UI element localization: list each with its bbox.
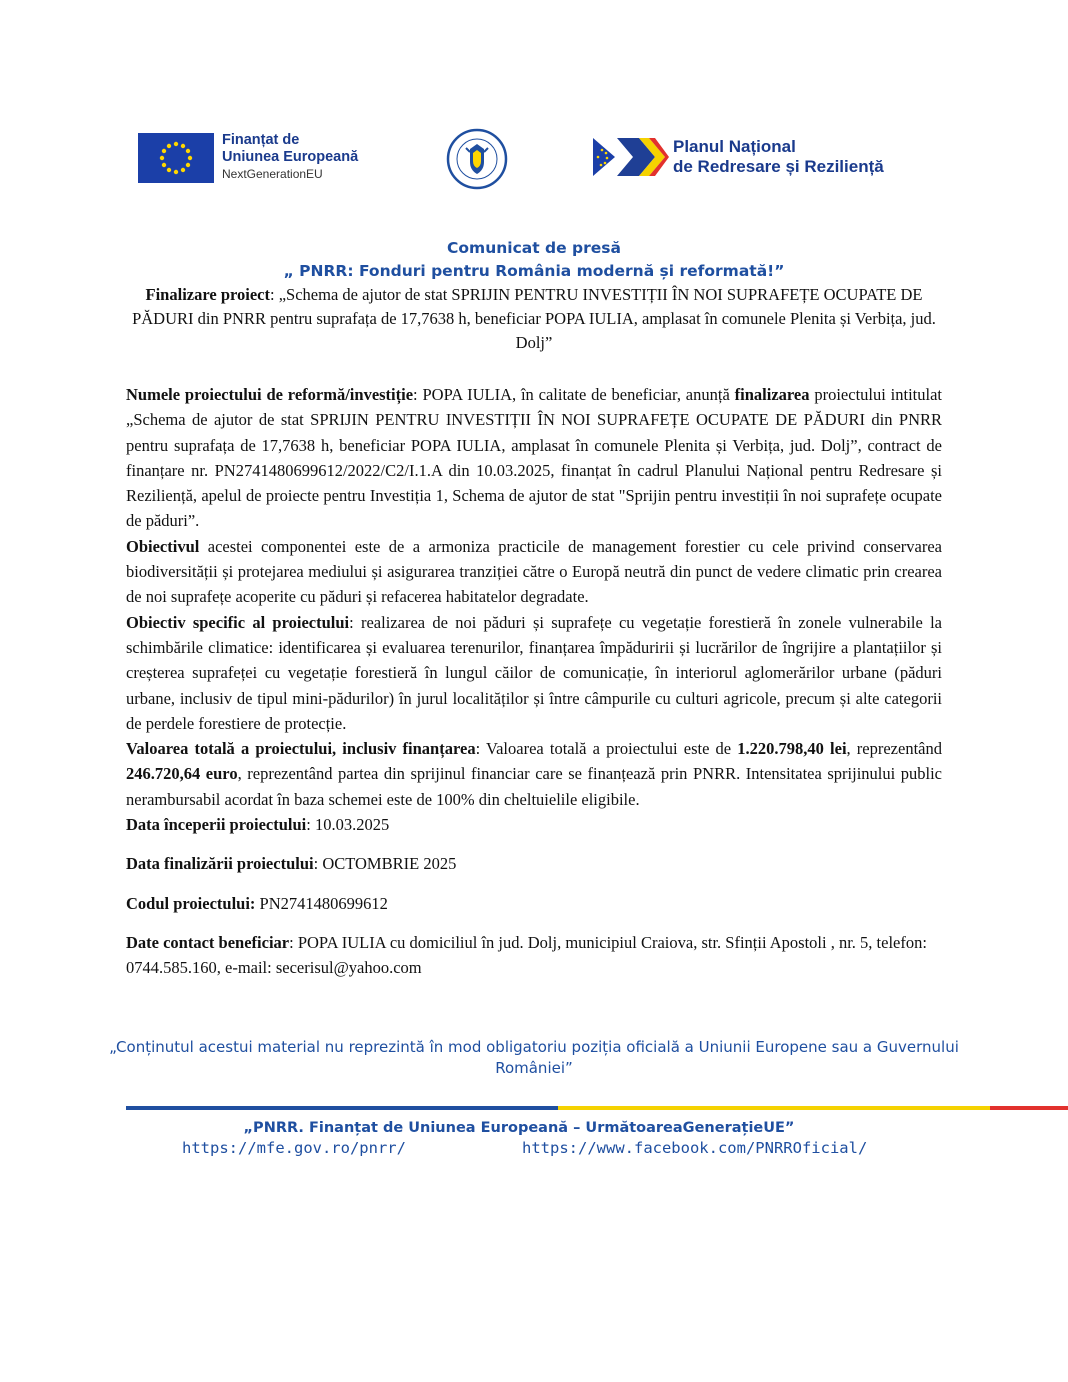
end-date-value: : OCTOMBRIE 2025 (313, 854, 457, 874)
footer-tricolor-line (126, 1106, 1068, 1110)
project-name-paragraph (126, 382, 942, 534)
p1-text-b: proiectului intitulat „Schema de ajutor de stat SPRIJIN PENTRU INVESTIȚII ÎN NOI SUPRAFEȚE OCUPATE DE PĂDURI din PNRR pentru suprafața de 17,7638 h, beneficiar POPA IULIA, amplasat în comunele Plenita și Verbița, jud. Dolj”, contract de finanțare nr. PN2741480699612/2022/C2/I.1.A din 10.03.2025, finanțat în cadrul Planului Național pentru Redresare și Reziliență, apelul de proiecte pentru Investiția 1, Schema de ajutor de stat "Sprijin pentru investiții în noi suprafețe ocupate de păduri”. (126, 385, 943, 531)
document-type-label: Comunicat de presă (447, 239, 621, 257)
start-date-line (126, 812, 942, 837)
footer (126, 1118, 942, 1160)
p2-text: acestei componentei este de a armoniza practicile de management forestier cu cele privind conservarea biodiversității și protejarea mediului și asigurarea tranziției către o Europă neutră din punct de vedere climatic prin crearea de noi suprafețe acoperite cu păduri și refacerea habitatelor degradate. (126, 536, 942, 607)
end-date-label: Data finalizării proiectului (126, 854, 314, 874)
p1-label: Numele proiectului de reformă/investiție (126, 385, 414, 404)
project-code-value: PN2741480699612 (255, 893, 388, 913)
p4-text-b: , reprezentând (846, 739, 942, 759)
project-code-label: Codul proiectului: (126, 893, 256, 913)
lead-text: : „Schema de ajutor de stat SPRIJIN PENTRU INVESTIȚII ÎN NOI SUPRAFEȚE OCUPATE DE PĂDURI din PNRR pentru suprafața de 17,7638 h, beneficiar POPA IULIA, amplasat în comunele Plenita și Verbița, jud. Dolj” (132, 285, 936, 352)
p3-label: Obiectiv specific al proiectului (126, 612, 350, 632)
lead-label: Finalizare proiect (145, 285, 270, 304)
p1-text-a: : POPA IULIA, în calitate de beneficiar, anunță (413, 385, 735, 404)
document-subtitle: „ PNRR: Fonduri pentru România modernă și reformată!” (283, 262, 785, 280)
p4-label: Valoarea totală a proiectului, inclusiv finanțarea (126, 739, 476, 759)
footer-tagline: „PNRR. Finanțat de Uniunea Europeană – UrmătoareaGenerațieUE” (243, 1120, 795, 1136)
p4-text-c: , reprezentând partea din sprijinul financiar care se finanțează prin PNRR. Intensitatea sprijinului public nerambursabil acordat în baza schemei este de 100% din cheltuielile eligibile. (126, 764, 942, 809)
start-date-value: : 10.03.2025 (306, 815, 390, 835)
eu-logo-line3: NextGenerationEU (222, 167, 323, 181)
pnrr-logo-line2: de Redresare și Reziliență (673, 157, 884, 176)
eu-logo-line2: Uniunea Europeană (222, 149, 359, 165)
pnrr-logo (593, 134, 884, 180)
objective-paragraph (126, 534, 942, 610)
p1-bold: finalizarea (734, 385, 810, 404)
eu-logo-line1: Finanțat de (222, 132, 300, 148)
p3-text: : realizarea de noi păduri și suprafețe cu vegetație forestieră în zonele vulnerabile la schimbările climatice: identificarea și evaluarea terenurilor, finanțarea împăduririi și lucrărilor de îngrijire a plantațiilor și creșterea suprafeței cu vegetație forestieră în lungul căilor de comunicație, în interiorul aglomerărilor urbane (păduri urbane, inclusiv de tipul mini-pădurilor) în jurul localităților și între câmpurile cu culturi agricole, precum și alte categorii de perdele forestiere de protecție. (126, 612, 942, 733)
mfe-link[interactable]: https://mfe.gov.ro/pnrr/ (182, 1139, 406, 1157)
romanian-government-seal (444, 128, 510, 190)
title-block (60, 237, 1008, 355)
contact-paragraph (126, 930, 942, 981)
project-code-line (126, 891, 942, 916)
contact-label: Date contact beneficiar (126, 932, 290, 952)
disclaimer: „Conținutul acestui material nu reprezintă în mod obligatoriu poziția oficială a Uniunii Europene sau a Guvernului României” (109, 1038, 959, 1077)
total-value-lei: 1.220.798,40 lei (737, 739, 847, 759)
start-date-label: Data începerii proiectului (126, 815, 307, 835)
total-value-paragraph (126, 736, 942, 812)
document-body (126, 382, 942, 981)
pnrr-logo-line1: Planul Național (673, 137, 796, 156)
contact-value: : POPA IULIA cu domiciliul în jud. Dolj, municipiul Craiova, str. Sfinții Apostoli , nr. 5, telefon: 0744.585.160, e-mail: secerisul@yahoo.com (126, 932, 927, 978)
eu-funding-logo (138, 132, 358, 183)
p2-label: Obiectivul (126, 536, 200, 556)
specific-objective-paragraph (126, 610, 942, 736)
total-value-euro: 246.720,64 euro (126, 764, 238, 784)
p4-text-a: : Valoarea totală a proiectului este de (475, 739, 738, 759)
end-date-line (126, 851, 942, 876)
eu-flag-icon (138, 133, 214, 183)
facebook-link[interactable]: https://www.facebook.com/PNRROficial/ (522, 1139, 868, 1157)
project-lead (60, 283, 1008, 355)
pnrr-arrow-icon (593, 134, 669, 180)
header-logos (138, 128, 928, 190)
